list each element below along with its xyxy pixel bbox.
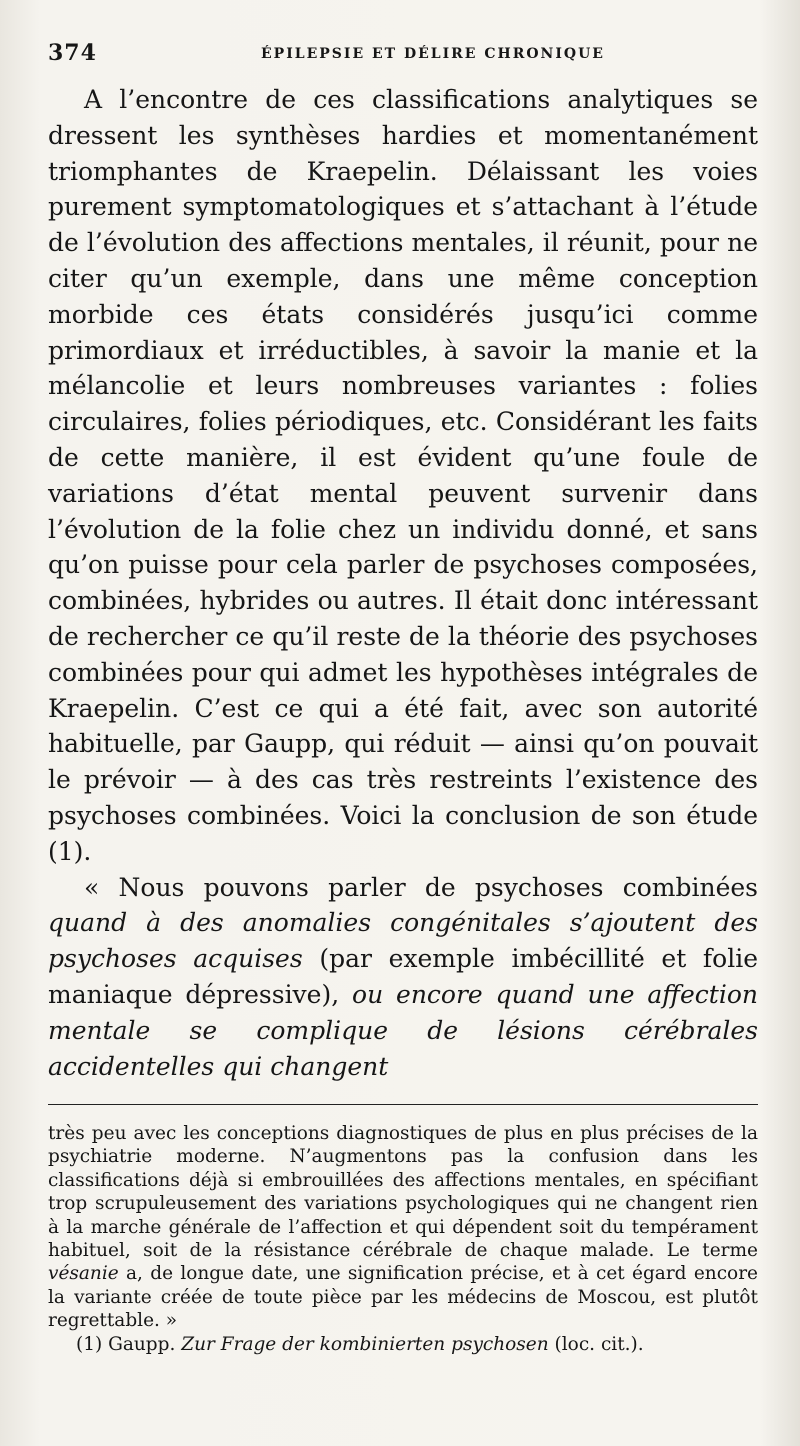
page-number: 374: [48, 40, 97, 66]
footnote-rule: [48, 1104, 758, 1105]
footnotes: [48, 1122, 758, 1356]
footnote-reference: [48, 1333, 758, 1356]
quote-italic-1: quand à des anomalies congénitales s’ajoutent des psychoses acquises: [48, 908, 758, 974]
quote-italic-2: ou encore quand une affection mentale se complique de lésions cérébrales accidentelles qui changent: [48, 979, 758, 1081]
footnote-ref-title: Zur Frage der kombinierten psychosen: [181, 1333, 549, 1355]
page-header: [48, 40, 758, 70]
footnote-continuation-end: a, de longue date, une signification précise, et à cet égard encore la variante créée de toute pièce par les médecins de Moscou, est plutôt regrettable. »: [48, 1263, 758, 1332]
footnote-continuation: [48, 1122, 758, 1333]
paragraph-kraepelin: A l’encontre de ces classifications analytiques se dressent les synthèses hardies et momentanément triomphantes de Kraepelin. Délaissant les voies purement symptomatologiques et s’attachant à l’étude de l’évolution des affections mentales, il réunit, pour ne citer qu’un exemple, dans une même conception morbide ces états considérés jusqu’ici comme primordiaux et irréductibles, à savoir la manie et la mélancolie et leurs nombreuses variantes : folies circulaires, folies périodiques, etc. Considérant les faits de cette manière, il est évident qu’une foule de variations d’état mental peuvent survenir dans l’évolution de la folie chez un individu donné, et sans qu’on puisse pour cela parler de psychoses composées, combinées, hybrides ou autres. Il était donc intéressant de rechercher ce qu’il reste de la théorie des psychoses combinées pour qui admet les hypothèses intégrales de Kraepelin. C’est ce qui a été fait, avec son autorité habituelle, par Gaupp, qui réduit — ainsi qu’on pouvait le prévoir — à des cas très restreints l’existence des psychoses combinées. Voici la conclusion de son étude (1).: [48, 85, 758, 866]
main-text: [48, 82, 758, 1084]
footnote-ref-loc: (loc. cit.).: [548, 1333, 644, 1355]
quote-mid-text: (par exemple imbécillité et folie maniaque dépressive),: [48, 944, 758, 1009]
running-title: ÉPILEPSIE ET DÉLIRE CHRONIQUE: [261, 46, 605, 62]
footnote-continuation-text: très peu avec les conceptions diagnostiques de plus en plus précises de la psychiatrie moderne. N’augmentons pas la confusion dans les classifications déjà si embrouillées des affections mentales, en spécifiant trop scrupuleusement des variations psychologiques qui ne changent rien à la marche générale de l’affection et qui dépendent soit du tempérament habituel, soit de la résistance cérébrale de chaque malade. Le terme: [48, 1123, 758, 1262]
footnote-ref-number: (1) Gaupp.: [76, 1333, 182, 1355]
quote-open-text: « Nous pouvons parler de psychoses combinées: [84, 872, 758, 902]
paragraph-quote: [48, 870, 758, 1085]
footnote-term: vésanie: [48, 1263, 119, 1285]
